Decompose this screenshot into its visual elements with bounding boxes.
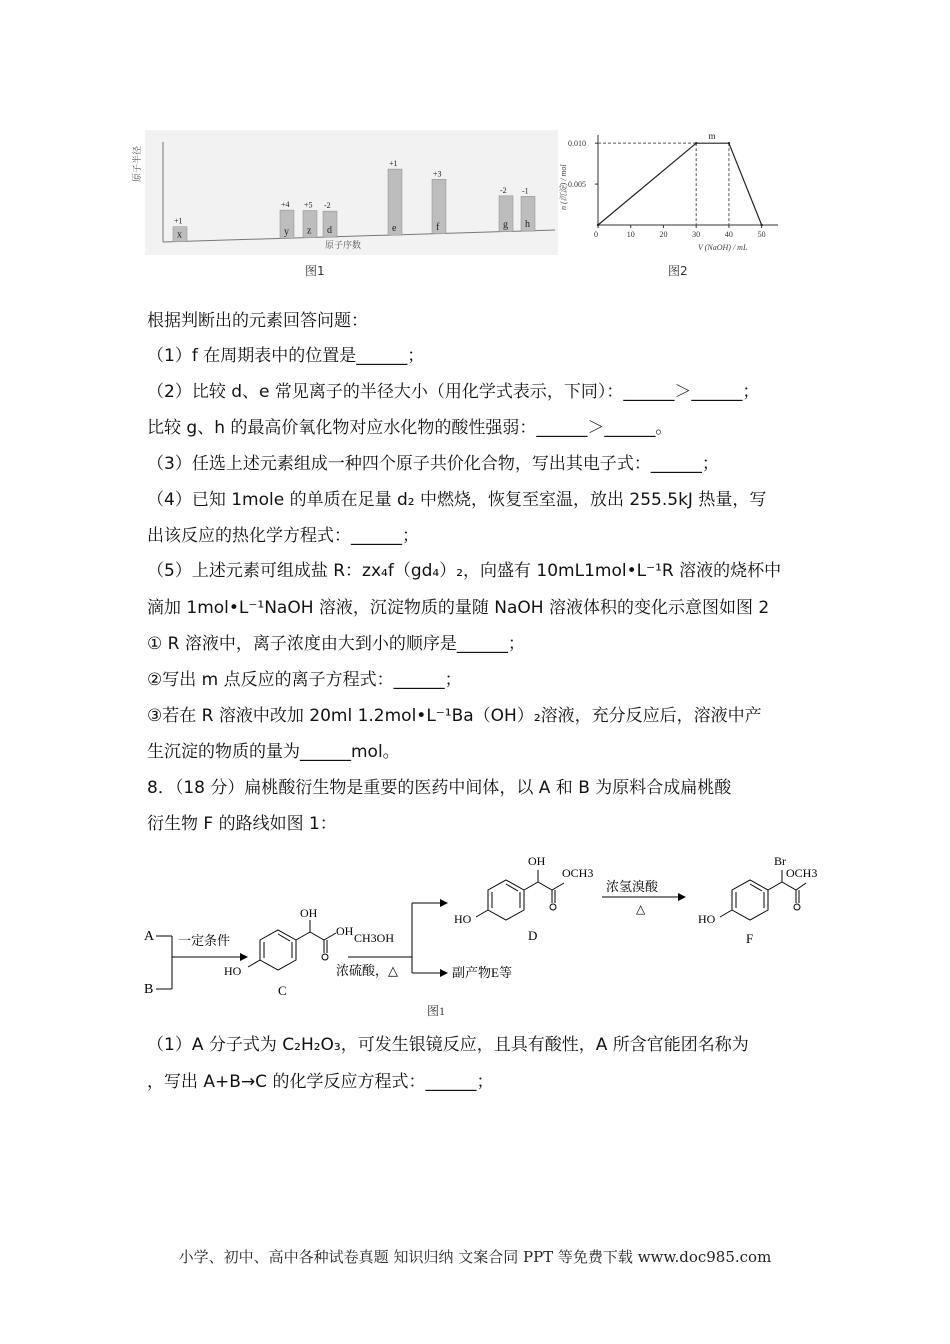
q5c-text: ① R 溶液中，离子浓度由大到小的顺序是______；	[147, 634, 525, 654]
chart-ytick-label: 0.005	[568, 180, 586, 190]
figure1-bar-charge-e: +1	[389, 159, 398, 169]
figure1-bar-label-d: d	[327, 225, 332, 237]
figure1-bar-charge-y: +4	[281, 200, 290, 210]
byproduct-e: 副产物E等	[452, 965, 512, 980]
q5e-text: ③若在 R 溶液中改加 20ml 1.2mol•L⁻¹Ba（OH）₂溶液，充分反应后，溶液中产	[147, 706, 762, 726]
chart-point	[728, 142, 730, 144]
q1-text: （1）f 在周期表中的位置是______；	[147, 346, 425, 366]
figure1-bar-charge-z: +5	[304, 200, 313, 210]
svg-text:HO: HO	[698, 912, 716, 926]
chart-xtick-label: 10	[626, 230, 635, 239]
svg-text:HO: HO	[454, 912, 472, 926]
q8d-text: ，写出 A+B→C 的化学反应方程式：______；	[147, 1072, 494, 1092]
compound-f	[698, 854, 817, 946]
svg-text:OH: OH	[336, 924, 354, 938]
chart-point	[597, 224, 599, 226]
svg-text:HO: HO	[224, 964, 242, 978]
chart-xtick-label: 50	[757, 230, 766, 239]
chart-xlabel: V (NaOH) / mL	[698, 243, 748, 252]
compound-c	[224, 906, 354, 998]
figure1-bar-label-f: f	[436, 221, 440, 233]
figure1-ylabel: 原子半径	[132, 145, 142, 182]
chart-ylabel: n (沉淀) / mol	[559, 164, 568, 210]
figure1-bar-label-g: g	[503, 219, 508, 231]
reagent-heat: △	[636, 902, 646, 916]
figure1-bar-charge-f: +3	[433, 169, 442, 179]
figure1-bar-label-z: z	[307, 225, 312, 237]
chart-ytick-label: 0.010	[568, 139, 586, 149]
figure1-bar-charge-d: -2	[324, 201, 331, 211]
figure2-chart	[558, 125, 803, 255]
chart-xtick-label: 30	[692, 230, 701, 239]
q4a-text: （4）已知 1mole 的单质在足量 d₂ 中燃烧，恢复至室温，放出 255.5kJ 热量，写	[147, 490, 767, 510]
q5d-text: ②写出 m 点反应的离子方程式：______；	[147, 670, 462, 690]
chart-annotation-m: m	[708, 131, 716, 142]
svg-text:OH: OH	[300, 906, 318, 920]
compound-f-label: F	[746, 931, 754, 946]
condition-1: 一定条件	[178, 933, 231, 948]
footer-text: 小学、初中、高中各种试卷真题 知识归纳 文案合同 PPT 等免费下载 www.doc985.com	[178, 1248, 772, 1266]
svg-text:OCH3: OCH3	[562, 866, 594, 880]
figure1-bar-charge-x: +1	[174, 216, 183, 226]
q5f-text: 生沉淀的物质的量为______mol。	[147, 742, 400, 762]
figure1-bar-charge-h: -1	[522, 186, 529, 196]
reactant-b: B	[144, 982, 154, 997]
q3-text: （3）任选上述元素组成一种四个原子共价化合物，写出其电子式：______；	[147, 454, 719, 474]
figure1-caption: 图1	[305, 264, 325, 278]
chart-point	[695, 142, 697, 144]
reaction-scheme	[140, 845, 830, 1025]
chart-xtick-label: 40	[724, 230, 733, 239]
figure1-bar-label-e: e	[392, 223, 397, 235]
figure1-xlabel: 原子序数	[325, 240, 362, 250]
chart-point	[760, 224, 762, 226]
reagent-hbr: 浓氢溴酸	[606, 879, 659, 894]
reactant-a: A	[144, 929, 155, 944]
figure2-caption: 图2	[668, 264, 688, 278]
compound-d	[454, 854, 593, 943]
intro-text: 根据判断出的元素回答问题：	[147, 311, 368, 331]
scheme-caption: 图1	[427, 1004, 446, 1018]
compound-d-label: D	[528, 928, 538, 943]
q8c-text: （1）A 分子式为 C₂H₂O₃，可发生银镜反应，且具有酸性，A 所含官能团名称为	[147, 1035, 749, 1055]
figure1-bar-charge-g: -2	[500, 185, 507, 195]
reagent-h2so4: 浓硫酸，△	[336, 963, 398, 978]
chart-xtick-label: 20	[659, 230, 668, 239]
reagent-ch3oh: CH3OH	[354, 931, 395, 945]
q2a-text: （2）比较 d、e 常见离子的半径大小（用化学式表示，下同）：______＞______；	[147, 382, 760, 402]
figure1-bar-label-h: h	[525, 219, 530, 231]
figure1	[132, 130, 565, 255]
compound-c-label: C	[278, 983, 287, 998]
figure1-bar-label-x: x	[177, 229, 182, 241]
q8b-text: 衍生物 F 的路线如图 1：	[147, 814, 337, 834]
svg-text:OH: OH	[528, 854, 546, 868]
svg-text:OCH3: OCH3	[786, 866, 818, 880]
q4b-text: 出该反应的热化学方程式：______；	[147, 526, 419, 546]
q2b-text: 比较 g、h 的最高价氧化物对应水化物的酸性强弱：______＞______。	[147, 418, 673, 438]
q5a-text: （5）上述元素可组成盐 R：zx₄f（gd₄）₂，向盛有 10mL1mol•L⁻¹R 溶液的烧杯中	[147, 561, 782, 581]
svg-text:Br: Br	[774, 854, 786, 868]
q5b-text: 滴加 1mol•L⁻¹NaOH 溶液，沉淀物质的量随 NaOH 溶液体积的变化示意图如图 2	[147, 598, 770, 618]
q8a-text: 8．（18 分）扁桃酸衍生物是重要的医药中间体，以 A 和 B 为原料合成扁桃酸	[147, 778, 732, 798]
chart-xtick-label: 0	[594, 230, 598, 239]
figure1-bar-label-y: y	[284, 226, 289, 238]
